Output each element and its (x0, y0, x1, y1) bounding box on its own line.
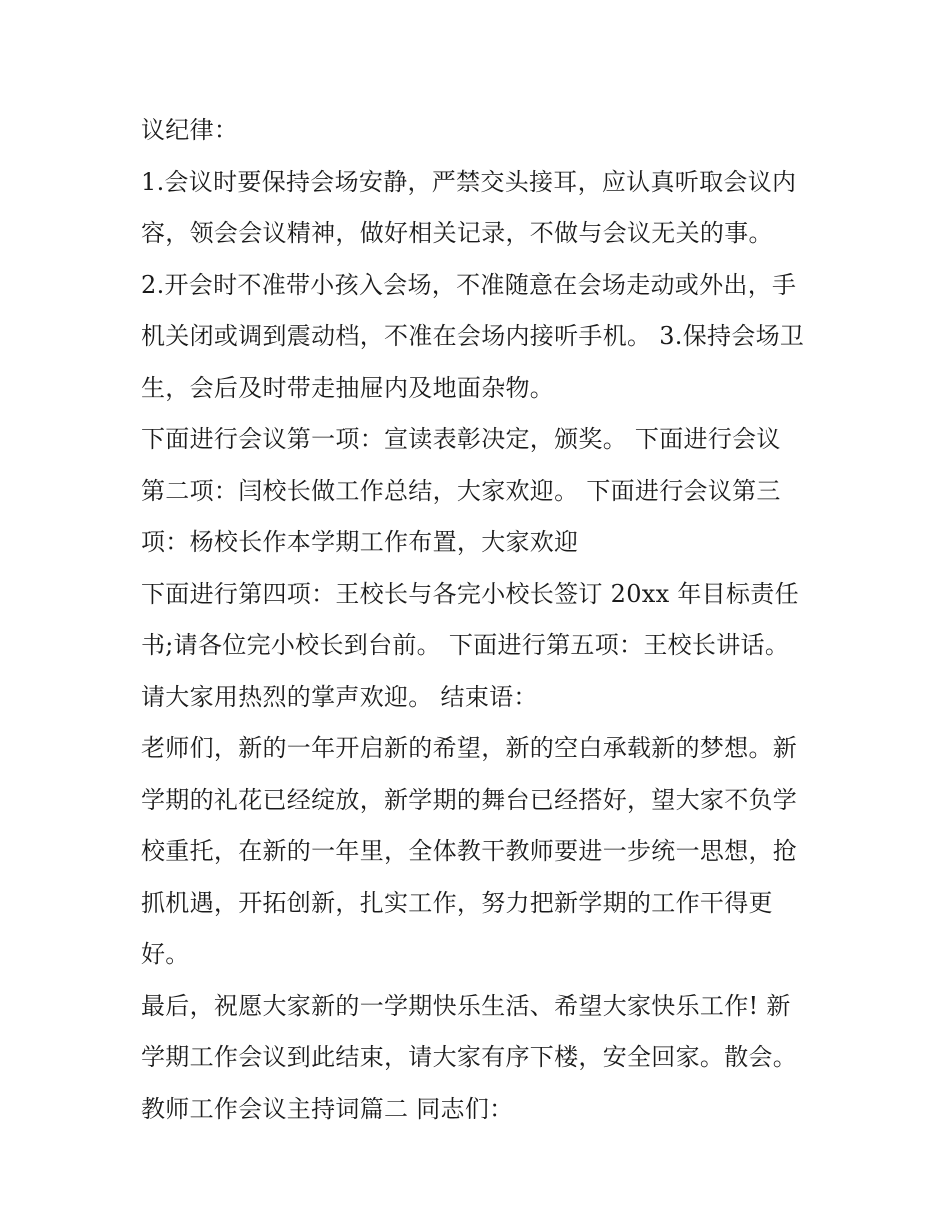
text-line: 下面进行会议第一项：宣读表彰决定，颁奖。 下面进行会议 (141, 425, 781, 453)
text-line: 议纪律： (141, 116, 239, 144)
text-line: 容，领会会议精神，做好相关记录，不做与会议无关的事。 (141, 219, 773, 247)
text-line: 学期工作会议到此结束，请大家有序下楼，安全回家。散会。 (141, 1043, 798, 1071)
text-line: 下面进行第四项：王校长与各完小校长签订 20xx 年目标责任 (141, 579, 799, 608)
text-line: 最后，祝愿大家新的一学期快乐生活、希望大家快乐工作! 新 (141, 991, 791, 1020)
text-line: 老师们，新的一年开启新的希望，新的空白承载新的梦想。新 (141, 734, 798, 762)
text-line: 学期的礼花已经绽放，新学期的舞台已经搭好，望大家不负学 (141, 785, 798, 814)
text-line: 校重托，在新的一年里，全体教干教师要进一步统一思想，抢 (141, 837, 798, 865)
text-line: 2.开会时不准带小孩入会场，不准随意在会场走动或外出，手 (141, 270, 797, 299)
text-line: 教师工作会议主持词篇二 同志们： (141, 1094, 514, 1123)
text-line: 生，会后及时带走抽屉内及地面杂物。 (141, 373, 555, 402)
text-line: 1.会议时要保持会场安静，严禁交头接耳，应认真听取会议内 (141, 167, 797, 196)
text-line: 项：杨校长作本学期工作布置，大家欢迎 (141, 528, 579, 556)
text-line: 书;请各位完小校长到台前。 下面进行第五项：王校长讲话。 (141, 631, 790, 659)
text-line: 好。 (141, 940, 190, 968)
text-line: 请大家用热烈的掌声欢迎。 结束语： (141, 682, 538, 711)
document-body (141, 105, 821, 1135)
text-line: 抓机遇，开拓创新，扎实工作，努力把新学期的工作干得更 (141, 888, 773, 917)
text-line: 第二项：闫校长做工作总结，大家欢迎。 下面进行会议第三 (141, 476, 781, 505)
text-line: 机关闭或调到震动档，不准在会场内接听手机。 3.保持会场卫 (141, 322, 805, 350)
